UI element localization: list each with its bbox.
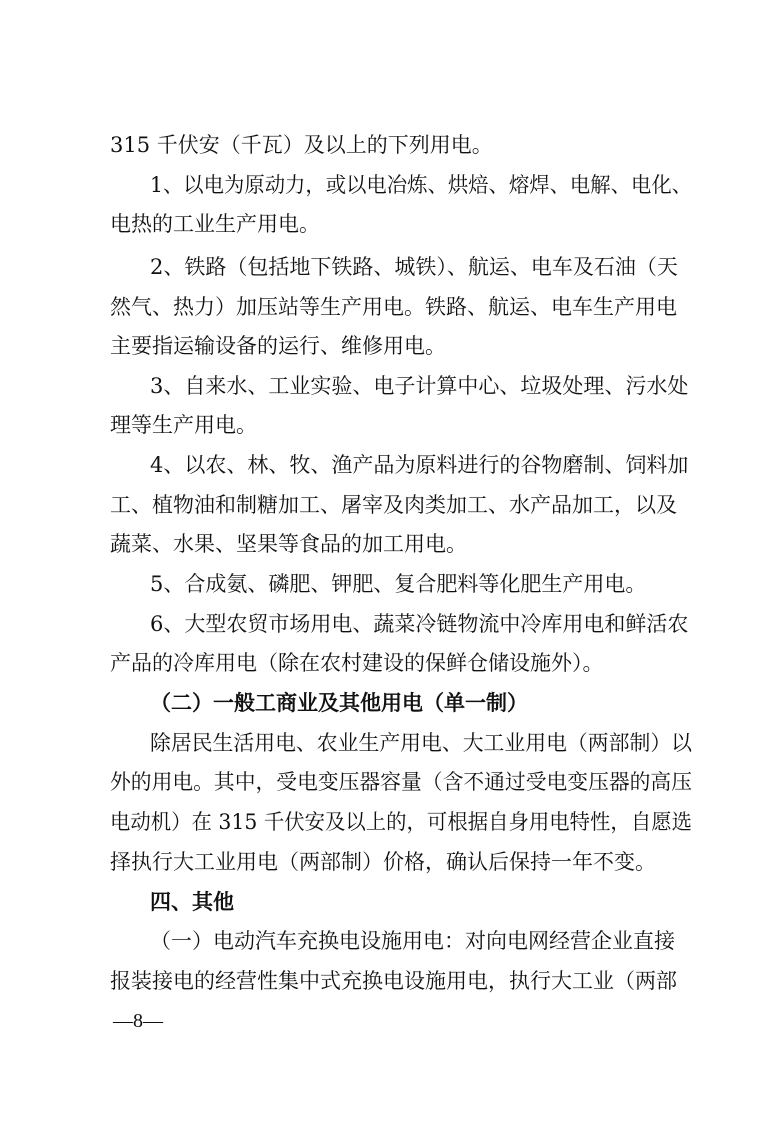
line-7 bbox=[0, 366, 761, 406]
text: 主要指运输设备的运行、维修用电。 bbox=[110, 334, 446, 358]
line-22 bbox=[0, 961, 761, 1001]
page-number: —8— bbox=[113, 1010, 163, 1032]
text: 然气、热力）加压站等生产用电。铁路、航运、电车生产用电 bbox=[110, 295, 677, 319]
text: 3、自来水、工业实验、电子计算中心、垃圾处理、污水处 bbox=[150, 374, 689, 398]
line-10 bbox=[0, 485, 761, 525]
line-12 bbox=[0, 564, 761, 604]
text: 5、合成氨、磷肥、钾肥、复合肥料等化肥生产用电。 bbox=[150, 572, 647, 596]
line-11 bbox=[0, 524, 761, 564]
line-9 bbox=[0, 445, 761, 485]
text: 报装接电的经营性集中式充换电设施用电，执行大工业（两部 bbox=[110, 969, 677, 993]
line-1 bbox=[0, 125, 761, 165]
text: 315 千伏安（千瓦）及以上的下列用电。 bbox=[110, 133, 493, 157]
line-8 bbox=[0, 405, 761, 445]
text: 4、以农、林、牧、渔产品为原料进行的谷物磨制、饲料加 bbox=[150, 453, 689, 477]
text: 蔬菜、水果、坚果等食品的加工用电。 bbox=[110, 532, 467, 556]
line-21 bbox=[0, 921, 761, 961]
line-3 bbox=[0, 204, 761, 244]
text: 外的用电。其中，受电变压器容量（含不通过受电变压器的高压 bbox=[110, 770, 693, 794]
line-18 bbox=[0, 802, 761, 842]
text: 理等生产用电。 bbox=[110, 413, 257, 437]
text: 四、其他 bbox=[150, 889, 234, 914]
text: 电热的工业生产用电。 bbox=[110, 212, 320, 236]
text: 产品的冷库用电（除在农村建设的保鲜仓储设施外）。 bbox=[110, 651, 604, 675]
line-16 bbox=[0, 723, 761, 763]
line-6 bbox=[0, 326, 761, 366]
line-19 bbox=[0, 842, 761, 882]
line-17 bbox=[0, 762, 761, 802]
text: （一）电动汽车充换电设施用电：对向电网经营企业直接 bbox=[150, 929, 675, 953]
text: 2、铁路（包括地下铁路、城铁）、航运、电车及石油（天 bbox=[150, 255, 678, 279]
text: （二）一般工商业及其他用电（单一制） bbox=[150, 690, 528, 715]
text: 除居民生活用电、农业生产用电、大工业用电（两部制）以 bbox=[150, 731, 693, 755]
line-4 bbox=[0, 247, 761, 287]
text: 电动机）在 315 千伏安及以上的，可根据自身用电特性，自愿选 bbox=[110, 810, 692, 834]
line-2 bbox=[0, 165, 761, 205]
section-heading-general-commercial bbox=[0, 683, 761, 723]
section-heading-other bbox=[0, 882, 761, 922]
text: 工、植物油和制糖加工、屠宰及肉类加工、水产品加工，以及 bbox=[110, 493, 677, 517]
line-13 bbox=[0, 604, 761, 644]
text: 6、大型农贸市场用电、蔬菜冷链物流中冷库用电和鲜活农 bbox=[150, 612, 689, 636]
line-14 bbox=[0, 643, 761, 683]
text: 1、以电为原动力，或以电冶炼、烘焙、熔焊、电解、电化、 bbox=[150, 173, 693, 197]
line-5 bbox=[0, 287, 761, 327]
text: 择执行大工业用电（两部制）价格，确认后保持一年不变。 bbox=[110, 850, 656, 874]
